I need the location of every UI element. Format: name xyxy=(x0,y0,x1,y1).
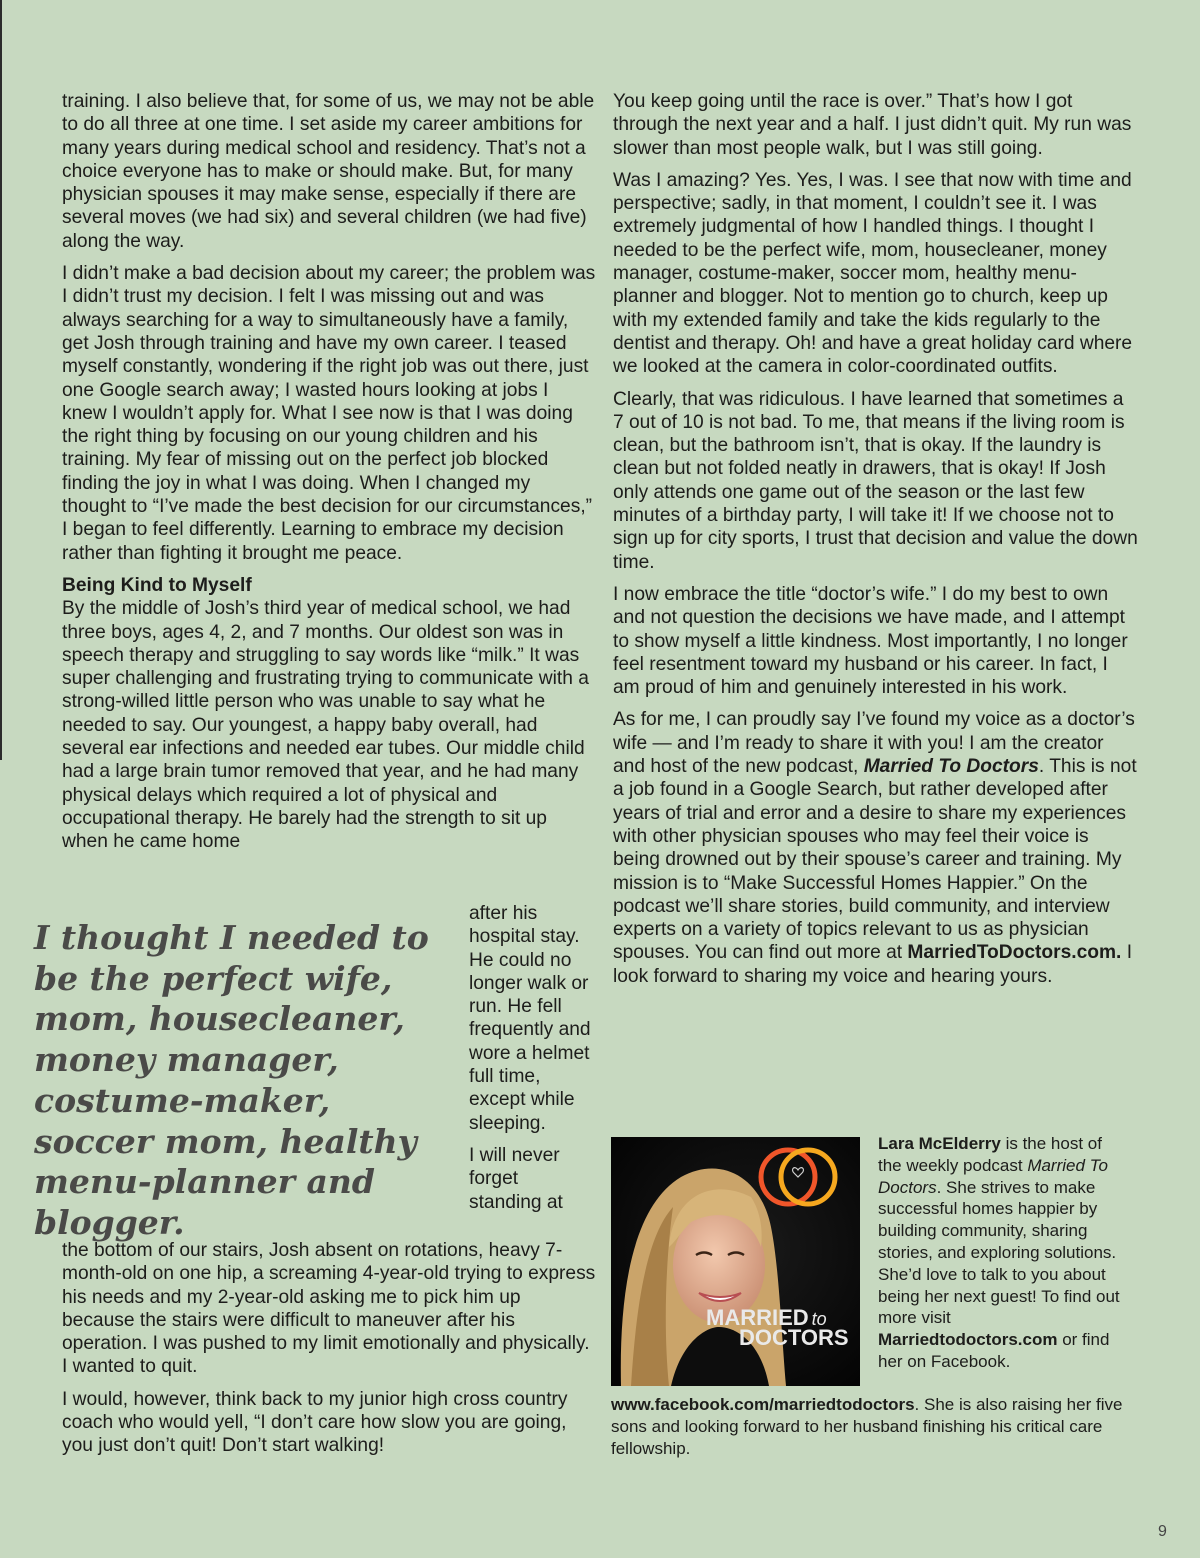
text: . She is also raising her five sons and looking forward to her husband finishing his critical care fellowship. xyxy=(611,1395,1123,1458)
text: . She strives to make successful homes happier by building community, sharing stories, and exploring solutions. She’d love to talk to you about being her next guest! To find out more visit xyxy=(878,1177,1120,1328)
text: . This is not a job found in a Google Search, but rather developed after years of trial and error and a desire to share my experiences with other physician spouses who may feel their voice is being drowned out by their spouse’s career and training. My mission is to “Make Successful Homes Happier.” On the podcast we’ll share stories, build community, and interview experts on a variety of topics relevant to us as physician spouses. You can find out more at xyxy=(613,756,1137,964)
paragraph: training. I also believe that, for some of us, we may not be able to do all three at one time. I set aside my career ambitions for many years during medical school and residency. That’s not a choice everyone has to make or should make. But, for many physician spouses it may make sense, especially if there are several moves (we had six) and several children (we had five) along the way. xyxy=(62,91,595,252)
paragraph: By the middle of Josh’s third year of medical school, we had three boys, ages 4, 2, and 7 months. Our oldest son was in speech therapy and struggling to say words like “milk.” It was super challenging and frustrating trying to communicate with a strong-willed little person who was unable to say what he needed to say. Our youngest, a happy baby overall, had several ear infections and needed ear tubes. Our middle child had a large brain tumor removed that year, and he had many physical delays which required a lot of physical and occupational therapy. He barely had the strength to sit up when he came home xyxy=(62,598,589,853)
text: or find her on Facebook. xyxy=(878,1330,1110,1371)
paragraph: the bottom of our stairs, Josh absent on rotations, heavy 7-month-old on one hip, a screaming 4-year-old trying to express his needs and my 2-year-old asking me to pick him up because the stairs were difficult to maneuver after his operation. I was pushed to my limit emotionally and physically. I wanted to quit. xyxy=(62,1240,596,1378)
podcast-title: Married To Doctors xyxy=(878,1155,1108,1197)
article-column-left xyxy=(62,90,597,863)
podcast-logo-image xyxy=(611,1137,860,1386)
paragraph: I didn’t make a bad decision about my career; the problem was I didn’t trust my decision. I felt I was missing out and was always searching for a way to simultaneously have a family, get Josh through training and have my own career. I teased myself constantly, wondering if the right job was out there, just one Google search away; I wasted hours looking at jobs I knew I wouldn’t apply for. What I see now is that I was doing the right thing by focusing on our young children and his training. My fear of missing out on the perfect job blocked finding the joy in what I was doing. When I changed my thought to “I’ve made the best decision for our circumstances,” I began to feel differently. Learning to embrace my decision rather than fighting it brought me peace. xyxy=(62,263,596,564)
podcast-title: Married To Doctors xyxy=(863,756,1039,778)
paragraph: I would, however, think back to my junior high cross country coach who would yell, “I don’t care how slow you are going, you just don’t quit! Don’t start walking! xyxy=(62,1388,568,1457)
paragraph: I will never forget standing at xyxy=(469,1144,563,1213)
text: is the host of the weekly podcast xyxy=(878,1134,1102,1175)
article-continuation xyxy=(62,1239,597,1467)
article-column-right xyxy=(613,90,1138,997)
pull-quote: I thought I needed to be the perfect wife, mom, housecleaner, money manager, costume-maker, soccer mom, healthy menu-planner and blogger. xyxy=(34,918,429,1242)
author-bio-continued xyxy=(611,1394,1136,1459)
facebook-link[interactable]: www.facebook.com/marriedtodoctors xyxy=(611,1395,915,1414)
paragraph: You keep going until the race is over.” That’s how I got through the next year and a half. I just didn’t quit. My run was slower than most people walk, but I was still going. xyxy=(613,91,1132,159)
article-narrow-column xyxy=(469,902,594,1223)
section-subheading: Being Kind to Myself xyxy=(62,574,252,596)
paragraph-podcast xyxy=(613,708,1138,988)
paragraph: Clearly, that was ridiculous. I have learned that sometimes a 7 out of 10 is not bad. To me, that means if the living room is clean, but the bathroom isn’t, that is okay. If the laundry is clean but not folded neatly in drawers, that is okay! If Josh only attends one game out of the season or the last few minutes of a birthday party, I will take it! If we choose not to sign up for city sports, I trust that decision and value the down time. xyxy=(613,388,1138,573)
paragraph: I now embrace the title “doctor’s wife.” I do my best to own and not question the decisions we have made, and I attempt to show myself a little kindness. Most importantly, I no longer feel resentment toward my husband or his career. In fact, I am proud of him and genuinely interested in his work. xyxy=(613,583,1128,699)
text: As for me, I can proudly say I’ve found my voice as a doctor’s wife — and I’m ready to share it with you! I am the creator and host of the new podcast, xyxy=(613,709,1135,778)
paragraph: after his hospital stay. He could no longer walk or run. He fell frequently and wore a helmet full time, except while sleeping. xyxy=(469,903,591,1134)
logo-text-married: MARRIED xyxy=(706,1305,809,1330)
left-edge-rule xyxy=(0,0,2,760)
page-number: 9 xyxy=(1158,1523,1167,1540)
author-name: Lara McElderry xyxy=(878,1134,1001,1153)
author-photo xyxy=(611,1137,860,1386)
logo-text-to: to xyxy=(811,1309,827,1329)
website-link[interactable]: Marriedtodoctors.com xyxy=(878,1330,1058,1350)
website-link[interactable]: MarriedToDoctors.com. xyxy=(907,942,1122,964)
author-bio xyxy=(878,1133,1128,1373)
paragraph: Was I amazing? Yes. Yes, I was. I see that now with time and perspective; sadly, in that moment, I couldn’t see it. I was extremely judgmental of how I handled things. I thought I needed to be the perfect wife, mom, housecleaner, money manager, costume-maker, soccer mom, healthy menu-planner and blogger. Not to mention go to church, keep up with my extended family and take the kids regularly to the dentist and therapy. Oh! and have a great holiday card where we looked at the camera in color-coordinated outfits. xyxy=(613,169,1133,378)
logo-text-doctors: DOCTORS xyxy=(739,1325,849,1350)
text: I look forward to sharing my voice and hearing yours. xyxy=(613,942,1133,987)
